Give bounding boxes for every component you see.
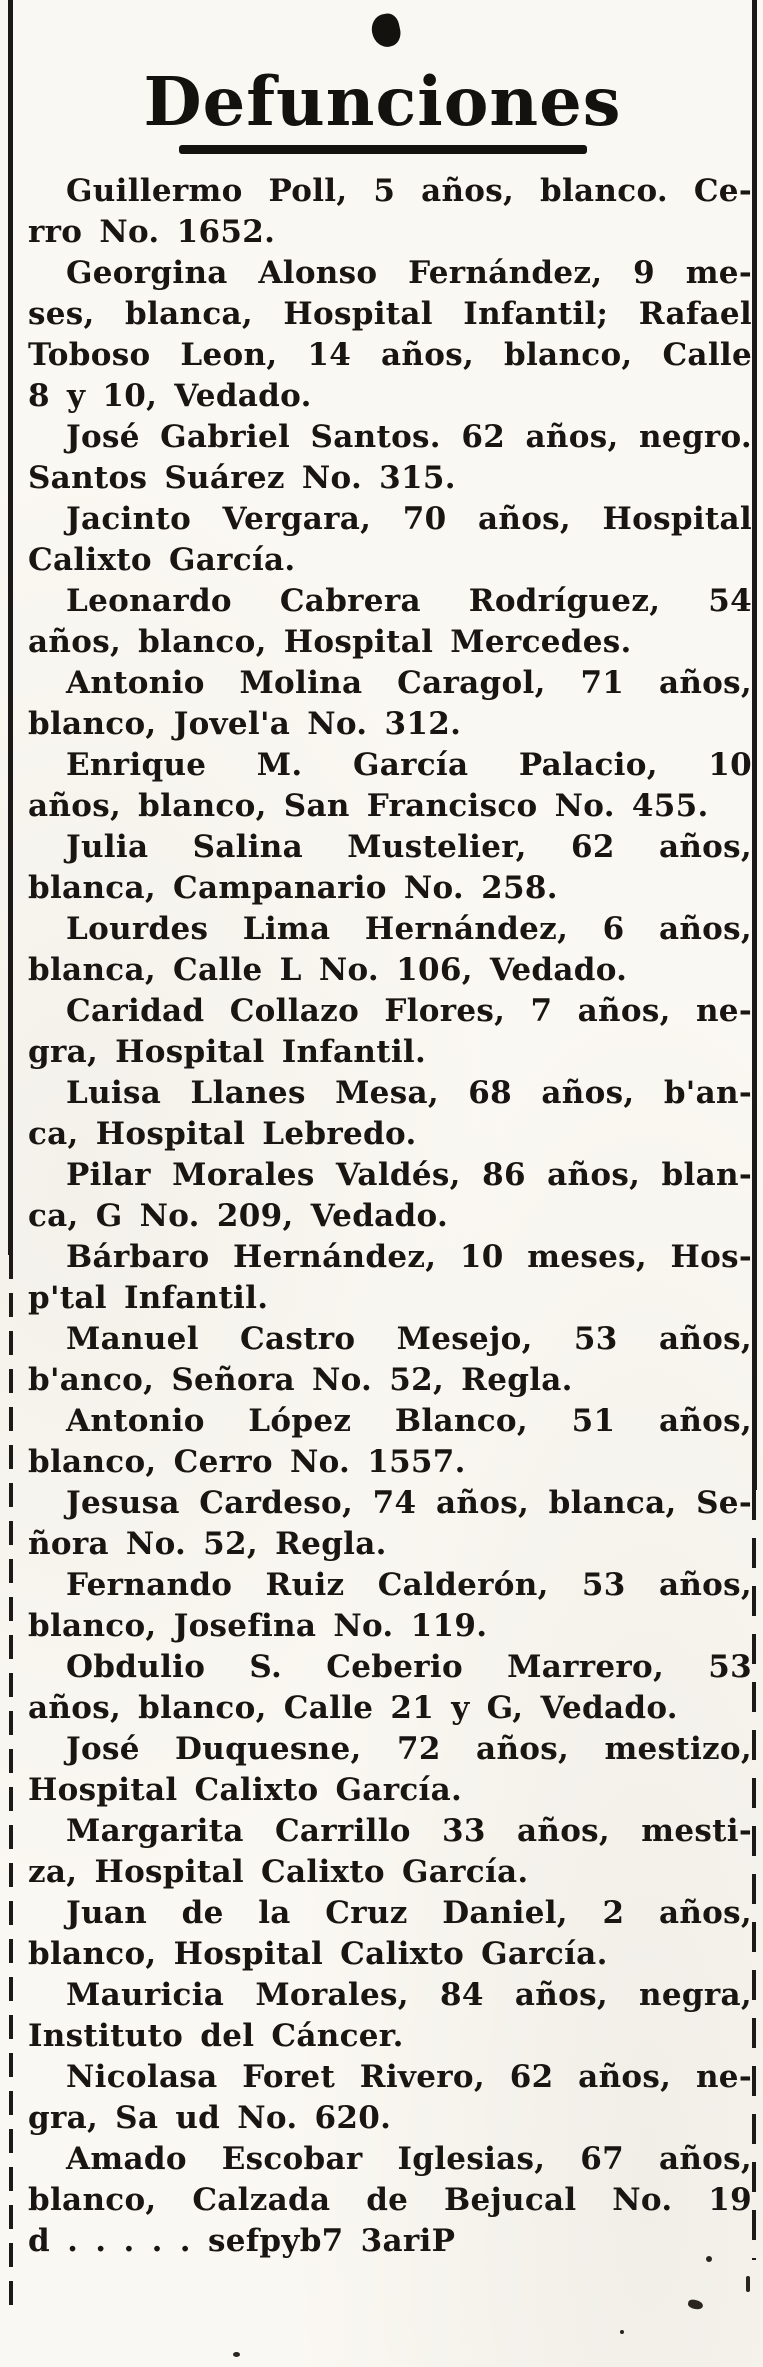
column-rule-right-bottom — [752, 1490, 756, 2260]
entry-line: za, Hospital Calixto García. — [28, 1854, 529, 1890]
entry-line: p'tal Infantil. — [28, 1280, 269, 1316]
entry-line: Julia Salina Mustelier, 62 años, — [66, 829, 752, 865]
obituary-entry — [28, 253, 752, 417]
entry-line: Amado Escobar Iglesias, 67 años, — [66, 2141, 752, 2177]
entry-line: blanco, Josefina No. 119. — [28, 1608, 488, 1644]
obituary-entry — [28, 991, 752, 1073]
entry-line: Lourdes Lima Hernández, 6 años, — [66, 911, 752, 947]
masthead — [13, 62, 752, 154]
obituary-entry — [28, 1073, 752, 1155]
entry-line: Toboso Leon, 14 años, blanco, Calle — [28, 337, 752, 373]
entry-line: blanco, Jovel'a No. 312. — [28, 706, 462, 742]
obituary-entry — [28, 827, 752, 909]
entry-line: Guillermo Poll, 5 años, blanco. Ce- — [66, 173, 752, 209]
obituary-entry — [28, 1319, 752, 1401]
ink-speck — [620, 2330, 624, 2334]
entry-line: blanca, Calle L No. 106, Vedado. — [28, 952, 628, 988]
entry-line: blanco, Cerro No. 1557. — [28, 1444, 466, 1480]
entry-line: Nicolasa Foret Rivero, 62 años, ne- — [66, 2059, 752, 2095]
entry-line: Bárbaro Hernández, 10 meses, Hos- — [66, 1239, 752, 1275]
entry-line: José Duquesne, 72 años, mestizo, — [66, 1731, 752, 1767]
entry-line: Margarita Carrillo 33 años, mesti- — [66, 1813, 752, 1849]
obituary-entry — [28, 1647, 752, 1729]
entry-line: Jesusa Cardeso, 74 años, blanca, Se- — [66, 1485, 752, 1521]
entry-line: Luisa Llanes Mesa, 68 años, b'an- — [66, 1075, 752, 1111]
entry-line: d . . . . . sefpyb7 3ariP — [28, 2223, 456, 2259]
entry-line: Mauricia Morales, 84 años, negra, — [66, 1977, 752, 2013]
entry-line: Antonio Molina Caragol, 71 años, — [66, 665, 752, 701]
obituary-entry — [28, 745, 752, 827]
obituary-entry — [28, 2139, 752, 2262]
obituary-entry — [28, 1729, 752, 1811]
entry-line: José Gabriel Santos. 62 años, negro. — [66, 419, 752, 455]
article-title: Defunciones — [143, 62, 622, 141]
entry-line: Hospital Calixto García. — [28, 1772, 463, 1808]
obituary-entry — [28, 663, 752, 745]
entry-line: Pilar Morales Valdés, 86 años, blan- — [66, 1157, 752, 1193]
entry-line: Fernando Ruiz Calderón, 53 años, — [66, 1567, 752, 1603]
obituary-entry — [28, 1237, 752, 1319]
ink-speck — [687, 2299, 703, 2310]
obituary-entry — [28, 2057, 752, 2139]
obituary-entry — [28, 499, 752, 581]
entry-line: b'anco, Señora No. 52, Regla. — [28, 1362, 573, 1398]
entry-line: Enrique M. García Palacio, 10 — [66, 747, 752, 783]
entry-line: años, blanco, Hospital Mercedes. — [28, 624, 632, 660]
entry-line: ca, G No. 209, Vedado. — [28, 1198, 449, 1234]
column-rule-left-bottom — [9, 1255, 13, 2310]
obituary-entry — [28, 171, 752, 253]
column-rule-right-top — [752, 0, 757, 1490]
ink-speck — [746, 2276, 750, 2292]
title-underline — [179, 145, 587, 154]
entry-line: blanco, Hospital Calixto García. — [28, 1936, 608, 1972]
entry-line: Jacinto Vergara, 70 años, Hospital — [66, 501, 752, 537]
entry-line: gra, Sa ud No. 620. — [28, 2100, 392, 2136]
entry-line: Antonio López Blanco, 51 años, — [66, 1403, 752, 1439]
entry-line: gra, Hospital Infantil. — [28, 1034, 427, 1070]
ink-dot-icon — [369, 11, 403, 49]
entry-line: Georgina Alonso Fernández, 9 me- — [66, 255, 752, 291]
entry-line: Juan de la Cruz Daniel, 2 años, — [66, 1895, 752, 1931]
entry-line: Santos Suárez No. 315. — [28, 460, 456, 496]
column-rule-left-top — [8, 0, 13, 1255]
entry-line: años, blanco, San Francisco No. 455. — [28, 788, 709, 824]
entry-line: ca, Hospital Lebredo. — [28, 1116, 417, 1152]
entry-line: Calixto García. — [28, 542, 296, 578]
entry-line: ses, blanca, Hospital Infantil; Rafael — [28, 296, 752, 332]
entry-line: Obdulio S. Ceberio Marrero, 53 — [66, 1649, 752, 1685]
entry-line: Caridad Collazo Flores, 7 años, ne- — [66, 993, 752, 1029]
entry-line: blanca, Campanario No. 258. — [28, 870, 558, 906]
obituary-entry — [28, 417, 752, 499]
entry-line: 8 y 10, Vedado. — [28, 378, 312, 414]
ink-speck — [233, 2352, 240, 2357]
entry-line: años, blanco, Calle 21 y G, Vedado. — [28, 1690, 678, 1726]
entry-line: ñora No. 52, Regla. — [28, 1526, 387, 1562]
obituary-entry — [28, 1811, 752, 1893]
obituary-entry — [28, 1893, 752, 1975]
obituary-entry — [28, 581, 752, 663]
entry-line: Leonardo Cabrera Rodríguez, 54 — [66, 583, 752, 619]
entry-line: blanco, Calzada de Bejucal No. 19 — [28, 2182, 752, 2218]
obituary-entry — [28, 1483, 752, 1565]
obituary-entry — [28, 1975, 752, 2057]
obituary-entry — [28, 1565, 752, 1647]
entry-line: Instituto del Cáncer. — [28, 2018, 404, 2054]
entry-line: rro No. 1652. — [28, 214, 276, 250]
obituary-entry — [28, 909, 752, 991]
obituary-entry — [28, 1155, 752, 1237]
entries — [28, 171, 752, 2262]
ink-speck — [706, 2256, 712, 2262]
entry-line: Manuel Castro Mesejo, 53 años, — [66, 1321, 752, 1357]
obituary-entry — [28, 1401, 752, 1483]
